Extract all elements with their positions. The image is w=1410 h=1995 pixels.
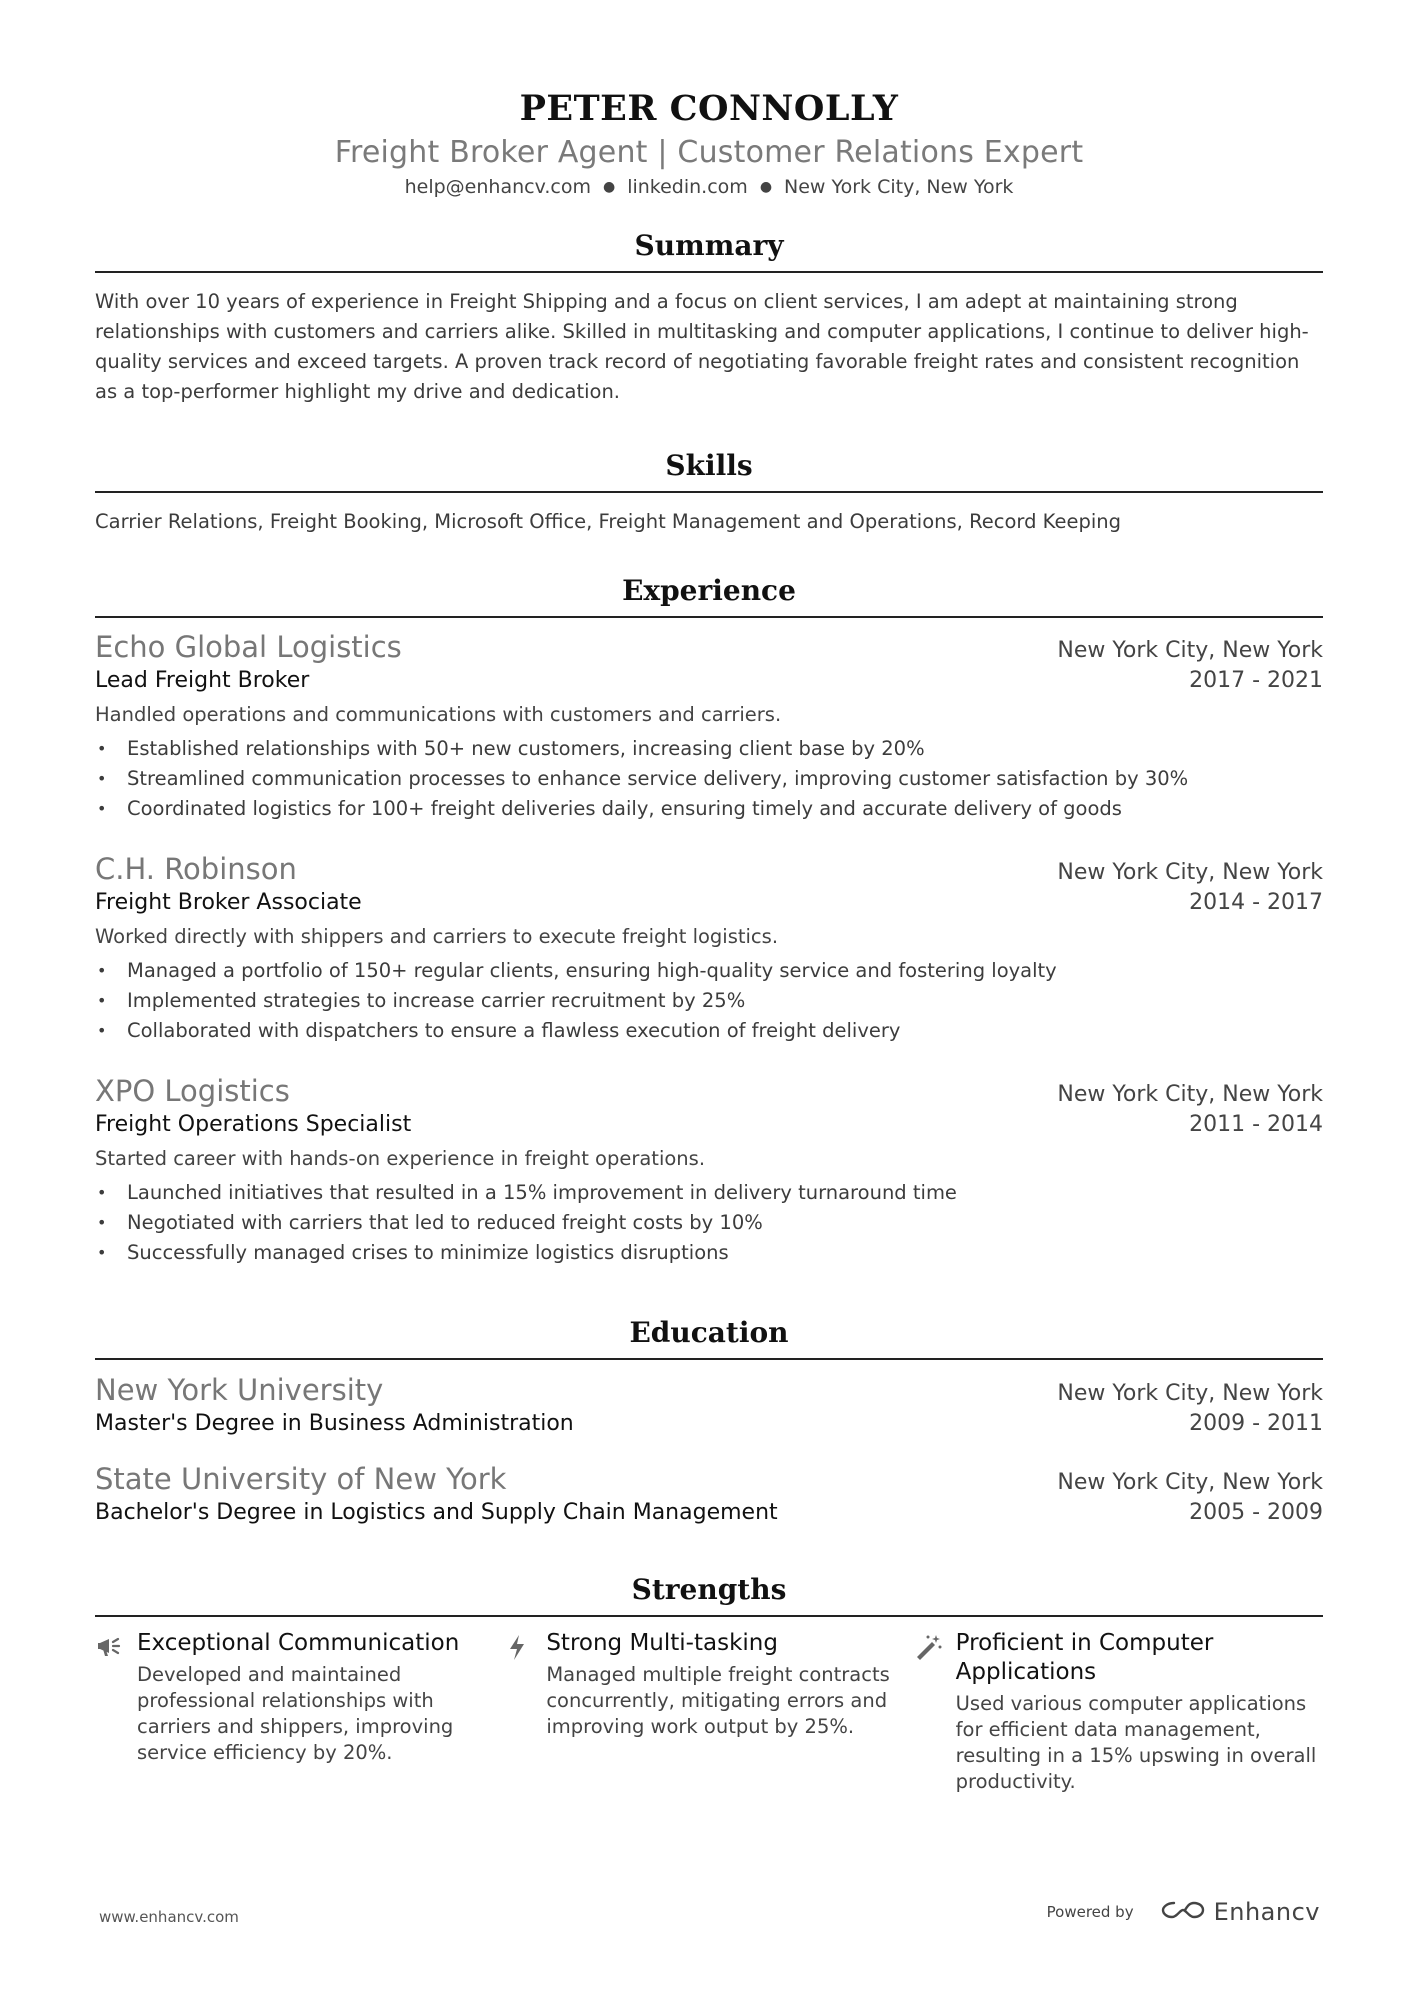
section-divider [95,616,1323,618]
section-divider [95,1358,1323,1360]
school-location: New York City, New York [1057,1470,1323,1495]
footer-branding [1047,1898,1320,1926]
strength-title: Strong Multi-tasking [546,1630,778,1656]
job-location: New York City, New York [1057,860,1323,885]
strength-item [914,1629,1323,1795]
section-heading: Experience [622,574,796,607]
job-description: Handled operations and communications with customers and carriers. [95,703,782,726]
list-item: • Negotiated with carriers that led to reduced freight costs by 10% [95,1208,1323,1238]
list-item: • Launched initiatives that resulted in a 15% improvement in delivery turnaround time [95,1178,1323,1208]
list-item: • Implemented strategies to increase carrier recruitment by 25% [95,986,1323,1016]
contact-linkedin[interactable]: linkedin.com [627,176,748,198]
school-name: New York University [95,1373,384,1407]
magic-wand-icon [914,1629,956,1795]
list-item: • Managed a portfolio of 150+ regular clients, ensuring high-quality service and fostering loyalty [95,956,1323,986]
powered-by-label: Powered by [1046,1903,1134,1921]
contact-location: New York City, New York [784,176,1014,198]
section-heading: Strengths [631,1573,787,1606]
job-description: Worked directly with shippers and carriers to execute freight logistics. [95,925,779,948]
job-bullets [95,1178,1323,1268]
strengths-list [95,1629,1323,1795]
strength-description: Used various computer applications for efficient data management, resulting in a 15% upswing in overall productivity. [955,1692,1317,1793]
section-divider [95,1615,1323,1617]
experience-item [95,1074,1323,1268]
job-description: Started career with hands-on experience in freight operations. [95,1147,706,1170]
section-divider [95,271,1323,273]
contact-email[interactable]: help@enhancv.com [404,176,591,198]
company-name: C.H. Robinson [95,852,297,886]
megaphone-icon [95,1629,137,1795]
education-item [95,1462,1323,1525]
summary-section [95,227,1323,407]
job-role: Lead Freight Broker [95,668,310,693]
section-heading: Skills [665,449,753,482]
strength-description: Managed multiple freight contracts concurrently, mitigating errors and improving work output by 25%. [546,1663,890,1738]
list-item: • Collaborated with dispatchers to ensure a flawless execution of freight delivery [95,1016,1323,1046]
company-name: XPO Logistics [95,1074,290,1108]
resume-page [95,0,1323,1793]
section-heading: Education [629,1316,789,1349]
degree-name: Bachelor's Degree in Logistics and Supply Chain Management [95,1500,778,1525]
job-role: Freight Operations Specialist [95,1112,412,1137]
separator-dot: ● [602,179,616,195]
job-role: Freight Broker Associate [95,890,362,915]
lightning-icon [504,1629,546,1795]
list-item: • Coordinated logistics for 100+ freight deliveries daily, ensuring timely and accurate delivery of goods [95,794,1323,824]
separator-dot: ● [759,179,773,195]
enhancv-brand[interactable]: Enhancv [1213,1898,1320,1926]
list-item: • Streamlined communication processes to enhance service delivery, improving customer satisfaction by 30% [95,764,1323,794]
job-bullets [95,734,1323,824]
skills-section [95,447,1323,537]
skills-text: Carrier Relations, Freight Booking, Microsoft Office, Freight Management and Operations, Record Keeping [95,510,1121,533]
section-heading: Summary [634,229,784,262]
footer-website[interactable]: www.enhancv.com [99,1908,239,1926]
job-dates: 2017 - 2021 [1189,668,1323,693]
candidate-title: Freight Broker Agent | Customer Relations Expert [334,135,1084,170]
contact-line [95,176,1323,198]
education-section [95,1314,1323,1360]
company-name: Echo Global Logistics [95,630,402,664]
enhancv-logo-icon [1160,1898,1206,1926]
list-item: • Established relationships with 50+ new customers, increasing client base by 20% [95,734,1323,764]
school-location: New York City, New York [1057,1381,1323,1406]
school-name: State University of New York [95,1462,507,1496]
education-item [95,1373,1323,1436]
strength-description: Developed and maintained professional relationships with carriers and shippers, improving service efficiency by 20%. [137,1663,454,1764]
strength-title: Proficient in Computer Applications [955,1630,1214,1685]
job-dates: 2014 - 2017 [1189,890,1323,915]
education-dates: 2009 - 2011 [1189,1411,1323,1436]
degree-name: Master's Degree in Business Administration [95,1411,574,1436]
education-dates: 2005 - 2009 [1189,1500,1323,1525]
strength-title: Exceptional Communication [137,1630,460,1656]
strength-item [504,1629,913,1795]
strengths-section [95,1571,1323,1795]
strength-item [95,1629,504,1795]
experience-section [95,572,1323,618]
resume-header [95,88,1323,198]
candidate-name: PETER CONNOLLY [519,88,899,129]
job-dates: 2011 - 2014 [1189,1112,1323,1137]
list-item: • Successfully managed crises to minimize logistics disruptions [95,1238,1323,1268]
section-divider [95,491,1323,493]
job-location: New York City, New York [1057,1082,1323,1107]
experience-item [95,852,1323,1046]
job-location: New York City, New York [1057,638,1323,663]
job-bullets [95,956,1323,1046]
experience-item [95,630,1323,824]
summary-text: With over 10 years of experience in Freight Shipping and a focus on client services, I am adept at maintaining strong relationships with customers and carriers alike. Skilled in multitasking and computer applications, I continue to deliver high-quality services and exceed targets. A proven track record of negotiating favorable freight rates and consistent recognition as a top-performer highlight my drive and dedication. [95,290,1309,403]
